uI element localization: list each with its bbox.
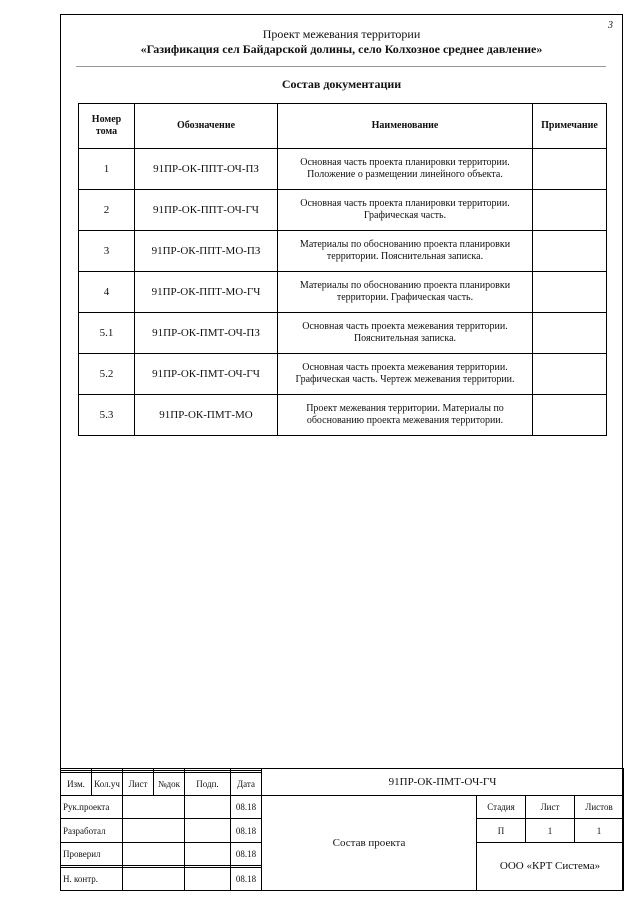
document-name: Основная часть проекта планировки территории. Положение о размещении линейного объекта. — [278, 149, 533, 190]
table-row — [79, 354, 607, 395]
volume-number: 1 — [79, 149, 135, 190]
page-number: 3 — [608, 20, 613, 31]
header-designation: Обозначение — [135, 104, 278, 149]
note — [533, 231, 607, 272]
table-row — [79, 272, 607, 313]
volume-number: 3 — [79, 231, 135, 272]
sheet-value: 1 — [526, 819, 575, 842]
date-checker: 08.18 — [231, 842, 262, 865]
col-header-sheet: Лист — [123, 773, 154, 796]
volume-number: 5.2 — [79, 354, 135, 395]
designation: 91ПР-ОК-ППТ-ОЧ-ПЗ — [135, 149, 278, 190]
header-note: Примечание — [533, 104, 607, 149]
designation: 91ПР-ОК-ППТ-МО-ГЧ — [135, 272, 278, 313]
table-row — [79, 313, 607, 354]
col-header-count: Кол.уч — [92, 773, 123, 796]
section-title: Состав документации — [281, 77, 402, 91]
sheets-label: Листов — [575, 796, 624, 819]
note — [533, 149, 607, 190]
note — [533, 354, 607, 395]
title-block — [60, 768, 623, 891]
designation: 91ПР-ОК-ППТ-МО-ПЗ — [135, 231, 278, 272]
stage-value: П — [477, 819, 526, 842]
header-line-1: Проект межевания территории — [262, 27, 421, 41]
table-row — [79, 149, 607, 190]
header-line-2: «Газификация сел Байдарской долины, село Колхозное среднее давление» — [140, 42, 543, 56]
header-volume-number: Номер тома — [79, 104, 135, 149]
designation: 91ПР-ОК-ПМТ-ОЧ-ГЧ — [135, 354, 278, 395]
table-row — [79, 231, 607, 272]
volume-number: 4 — [79, 272, 135, 313]
table-header-row — [79, 104, 607, 149]
table-row — [79, 190, 607, 231]
stage-label: Стадия — [477, 796, 526, 819]
document-name: Основная часть проекта межевания территории. Пояснительная записка. — [278, 313, 533, 354]
document-title: Состав проекта — [262, 796, 477, 891]
designation: 91ПР-ОК-ПМТ-ОЧ-ПЗ — [135, 313, 278, 354]
document-name: Основная часть проекта межевания территории. Графическая часть. Чертеж межевания территории. — [278, 354, 533, 395]
document-name: Материалы по обоснованию проекта планировки территории. Графическая часть. — [278, 272, 533, 313]
note — [533, 272, 607, 313]
designation: 91ПР-ОК-ППТ-ОЧ-ГЧ — [135, 190, 278, 231]
role-project-lead: Рук.проекта — [61, 796, 123, 819]
col-header-change: Изм. — [61, 773, 92, 796]
role-developer: Разработал — [61, 819, 123, 842]
role-checker: Проверил — [61, 842, 123, 865]
designation: 91ПР-ОК-ПМТ-МО — [135, 395, 278, 436]
document-code: 91ПР-ОК-ПМТ-ОЧ-ГЧ — [262, 769, 624, 796]
col-header-doc-number: №док — [154, 773, 185, 796]
date-developer: 08.18 — [231, 819, 262, 842]
table-row — [79, 395, 607, 436]
note — [533, 395, 607, 436]
date-norm-control: 08.18 — [231, 867, 262, 890]
header-name: Наименование — [278, 104, 533, 149]
document-name: Проект межевания территории. Материалы по обоснованию проекта межевания территории. — [278, 395, 533, 436]
role-norm-control: Н. контр. — [61, 867, 123, 890]
volume-number: 5.1 — [79, 313, 135, 354]
col-header-signature: Подп. — [185, 773, 231, 796]
note — [533, 313, 607, 354]
col-header-date: Дата — [231, 773, 262, 796]
volume-number: 5.3 — [79, 395, 135, 436]
date-project-lead: 08.18 — [231, 796, 262, 819]
title-block-table — [60, 768, 624, 891]
organization-name: ООО «КРТ Система» — [477, 842, 624, 890]
documentation-table — [78, 103, 607, 436]
sheets-value: 1 — [575, 819, 624, 842]
volume-number: 2 — [79, 190, 135, 231]
document-name: Основная часть проекта планировки территории. Графическая часть. — [278, 190, 533, 231]
document-name: Материалы по обоснованию проекта планировки территории. Пояснительная записка. — [278, 231, 533, 272]
sheet-label: Лист — [526, 796, 575, 819]
note — [533, 190, 607, 231]
header-divider — [76, 66, 606, 67]
